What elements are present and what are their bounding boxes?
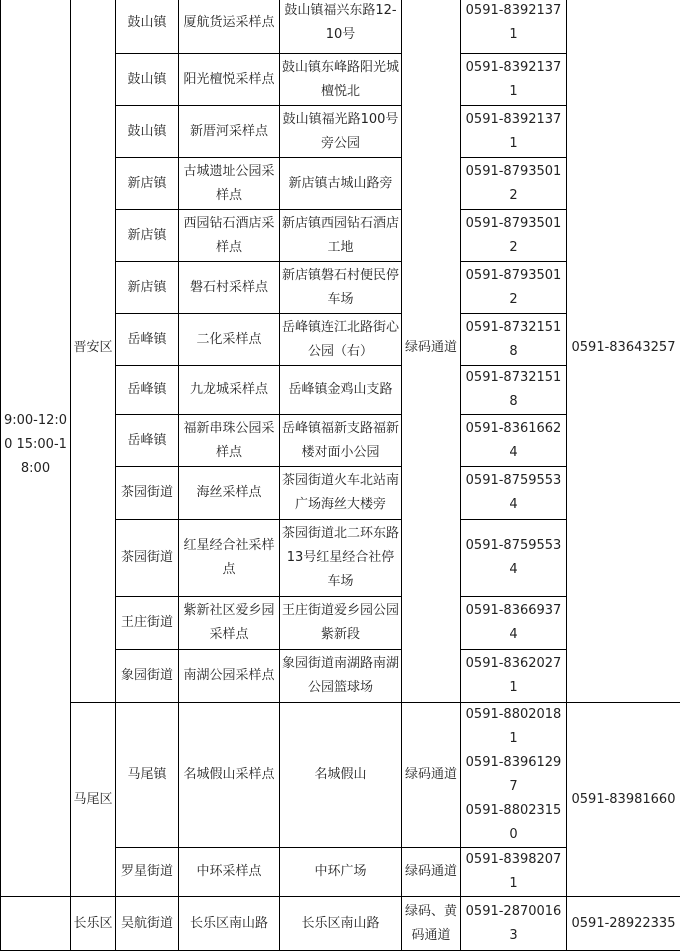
phone-number: 0591-83961297: [463, 751, 564, 799]
address-cell: 茶园街道火车北站南广场海丝大楼旁: [280, 467, 402, 520]
table-row: [1, 703, 680, 848]
address-cell: 鼓山镇福光路100号旁公园: [280, 106, 402, 158]
town-cell: 鼓山镇: [116, 54, 179, 106]
address-cell: 新店镇古城山路旁: [280, 158, 402, 210]
address-cell: 岳峰镇金鸡山支路: [280, 366, 402, 415]
address-cell: 鼓山镇福兴东路12-10号: [280, 0, 402, 54]
site-cell: 厦航货运采样点: [179, 0, 280, 54]
phone-cell: 0591-83921371: [461, 54, 567, 106]
open-hours-cell: 9:00-12:00 15:00-18:00: [1, 0, 71, 897]
phone-cell: 0591-28700163: [461, 897, 567, 951]
address-cell: 新店镇磐石村便民停车场: [280, 262, 402, 314]
town-cell: 王庄街道: [116, 597, 179, 650]
blank-cell: [1, 897, 71, 951]
address-cell: 新店镇西园钻石酒店工地: [280, 210, 402, 262]
town-cell: 新店镇: [116, 158, 179, 210]
district-cell: 马尾区: [71, 703, 116, 897]
district-cell: 长乐区: [71, 897, 116, 951]
phone-cell: 0591-87595534: [461, 467, 567, 520]
phone-cell: 0591-83921371: [461, 0, 567, 54]
address-cell: 名城假山: [280, 703, 402, 848]
table-row: [1, 0, 680, 54]
phone-number: 0591-88020181: [463, 703, 564, 751]
site-cell: 长乐区南山路: [179, 897, 280, 951]
site-cell: 西园钻石酒店采样点: [179, 210, 280, 262]
address-cell: 岳峰镇连江北路街心公园（右）: [280, 314, 402, 366]
town-cell: 吴航街道: [116, 897, 179, 951]
phone-number: 0591-88023150: [463, 799, 564, 847]
site-cell: 古城遗址公园采样点: [179, 158, 280, 210]
phone-cell: 0591-87321518: [461, 314, 567, 366]
hotline-cell: 0591-83643257: [567, 0, 680, 703]
phone-cell: 0591-83669374: [461, 597, 567, 650]
town-cell: 岳峰镇: [116, 415, 179, 467]
site-cell: 南湖公园采样点: [179, 650, 280, 703]
town-cell: 象园街道: [116, 650, 179, 703]
town-cell: 岳峰镇: [116, 314, 179, 366]
channel-cell: 绿码通道: [402, 848, 461, 897]
town-cell: 新店镇: [116, 262, 179, 314]
town-cell: 岳峰镇: [116, 366, 179, 415]
site-cell: 中环采样点: [179, 848, 280, 897]
town-cell: 罗星街道: [116, 848, 179, 897]
hotline-cell: 0591-28922335: [567, 897, 680, 951]
channel-cell: 绿码通道: [402, 0, 461, 703]
address-cell: 鼓山镇东峰路阳光城檀悦北: [280, 54, 402, 106]
phone-cell: 0591-83921371: [461, 106, 567, 158]
table-row: [1, 897, 680, 951]
site-cell: 九龙城采样点: [179, 366, 280, 415]
town-cell: 茶园街道: [116, 467, 179, 520]
address-cell: 中环广场: [280, 848, 402, 897]
phone-cell: 0591-87595534: [461, 520, 567, 597]
site-cell: 福新串珠公园采样点: [179, 415, 280, 467]
town-cell: 茶园街道: [116, 520, 179, 597]
site-cell: 二化采样点: [179, 314, 280, 366]
town-cell: 鼓山镇: [116, 106, 179, 158]
phone-cell: 0591-83620271: [461, 650, 567, 703]
site-cell: 新厝河采样点: [179, 106, 280, 158]
channel-cell: 绿码通道: [402, 703, 461, 848]
hotline-cell: 0591-83981660: [567, 703, 680, 897]
address-cell: 茶园街道北二环东路13号红星经合社停车场: [280, 520, 402, 597]
town-cell: 新店镇: [116, 210, 179, 262]
site-cell: 磐石村采样点: [179, 262, 280, 314]
site-cell: 名城假山采样点: [179, 703, 280, 848]
phone-list-cell: [461, 703, 567, 848]
address-cell: 长乐区南山路: [280, 897, 402, 951]
town-cell: 马尾镇: [116, 703, 179, 848]
phone-cell: 0591-87321518: [461, 366, 567, 415]
phone-cell: 0591-87935012: [461, 210, 567, 262]
district-cell: 晋安区: [71, 0, 116, 703]
site-cell: 阳光檀悦采样点: [179, 54, 280, 106]
address-cell: 象园街道南湖路南湖公园篮球场: [280, 650, 402, 703]
phone-cell: 0591-83982071: [461, 848, 567, 897]
channel-cell: 绿码、黄码通道: [402, 897, 461, 951]
phone-cell: 0591-87935012: [461, 158, 567, 210]
address-cell: 岳峰镇福新支路福新楼对面小公园: [280, 415, 402, 467]
site-cell: 紫新社区爱乡园采样点: [179, 597, 280, 650]
town-cell: 鼓山镇: [116, 0, 179, 54]
address-cell: 王庄街道爱乡园公园紫新段: [280, 597, 402, 650]
site-cell: 海丝采样点: [179, 467, 280, 520]
phone-cell: 0591-87935012: [461, 262, 567, 314]
phone-cell: 0591-83616624: [461, 415, 567, 467]
site-cell: 红星经合社采样点: [179, 520, 280, 597]
